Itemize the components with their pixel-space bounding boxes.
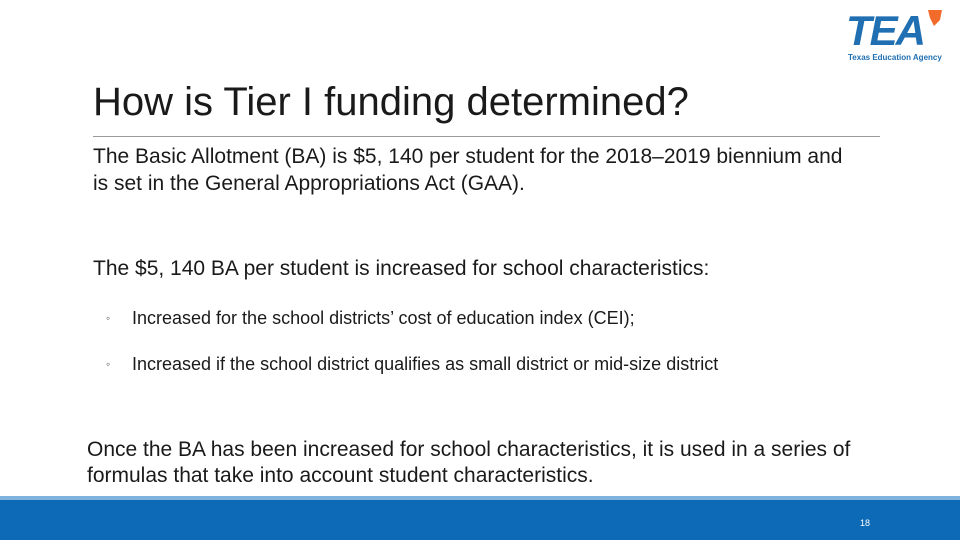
list-item-text: Increased for the school districts’ cost of education index (CEI);: [132, 308, 635, 328]
formulas-paragraph: Once the BA has been increased for school characteristics, it is used in a series of formulas that take into account student characteristics.: [87, 438, 851, 487]
logo-wordmark: TEA: [846, 7, 924, 54]
title-divider: [93, 136, 880, 137]
logo-subtitle: Texas Education Agency: [848, 53, 942, 62]
slide-title: How is Tier I funding determined?: [93, 80, 689, 124]
list-item: [106, 354, 718, 375]
texas-star-icon: [924, 8, 944, 28]
page-number: 18: [860, 518, 871, 528]
bullet-icon: ◦: [106, 311, 111, 325]
list-item: [106, 308, 635, 329]
bullet-icon: ◦: [106, 357, 111, 371]
tea-logo: [846, 8, 950, 66]
basic-allotment-paragraph: The Basic Allotment (BA) is $5, 140 per student for the 2018–2019 biennium and is set in the General Appropriations Act (GAA).: [93, 145, 843, 195]
increase-intro-paragraph: The $5, 140 BA per student is increased for school characteristics:: [93, 257, 710, 280]
list-item-text: Increased if the school district qualifies as small district or mid-size district: [132, 354, 719, 374]
footer-bar: [0, 500, 960, 540]
